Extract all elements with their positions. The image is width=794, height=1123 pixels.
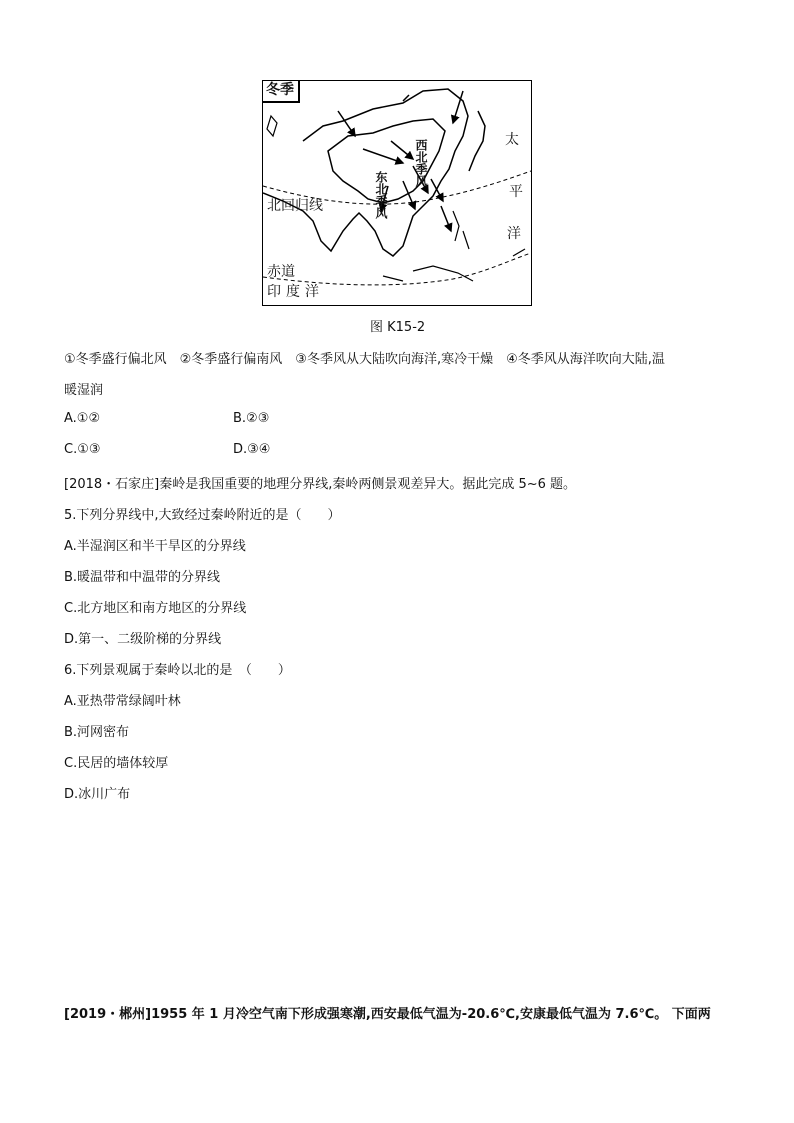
northeast-monsoon-label: 东北季风 (374, 171, 388, 219)
q5-option-d[interactable]: D.第一、二级阶梯的分界线 (64, 632, 222, 647)
coastline (263, 89, 468, 256)
q5-option-c[interactable]: C.北方地区和南方地区的分界线 (64, 601, 247, 616)
pacific-label-3: 洋 (507, 226, 521, 242)
q4-statements-line2: 暖湿润 (64, 383, 104, 398)
q5-option-a[interactable]: A.半湿润区和半干旱区的分界线 (64, 539, 246, 554)
pacific-label-2: 平 (509, 184, 523, 200)
pacific-label-1: 太 (505, 132, 519, 148)
intro-5-6: [2018・石家庄]秦岭是我国重要的地理分界线,秦岭两侧景观差异大。据此完成 5~6 题。 (64, 477, 577, 492)
bottom-intro: [2019・郴州]1955 年 1 月冷空气南下形成强寒潮,西安最低气温为-20.6℃,安康最低气温为 7.6℃。 下面两 (64, 1007, 711, 1022)
indian-ocean-label: 印度洋 (267, 284, 324, 300)
new-guinea (513, 249, 525, 256)
q6-option-c[interactable]: C.民居的墙体较厚 (64, 756, 169, 771)
q6-option-b[interactable]: B.河网密布 (64, 725, 130, 740)
q4-option-a[interactable]: A.①② (64, 411, 101, 426)
figure-caption: 图 K15-2 (370, 320, 426, 335)
q6-stem: 6.下列景观属于秦岭以北的是 （ ） (64, 663, 291, 678)
island-west (267, 116, 277, 136)
indonesia (383, 266, 473, 281)
q5-option-b[interactable]: B.暖温带和中温带的分界线 (64, 570, 221, 585)
equator-line (263, 253, 531, 285)
wind-arrows (338, 91, 463, 231)
q6-option-d[interactable]: D.冰川广布 (64, 787, 131, 802)
japan-islands (469, 111, 485, 171)
winter-monsoon-map (262, 80, 532, 306)
q4-option-b[interactable]: B.②③ (233, 411, 270, 426)
equator-label: 赤道 (267, 264, 295, 280)
map-drawing (263, 81, 531, 305)
q4-option-d[interactable]: D.③④ (233, 442, 271, 457)
q4-option-c[interactable]: C.①③ (64, 442, 101, 457)
q6-option-a[interactable]: A.亚热带常绿阔叶林 (64, 694, 181, 709)
q5-stem: 5.下列分界线中,大致经过秦岭附近的是（ ） (64, 508, 341, 523)
philippines (453, 211, 469, 249)
season-label: 冬季 (263, 81, 300, 103)
northwest-monsoon-label: 西北季风 (414, 139, 428, 187)
tropic-label: 北回归线 (267, 198, 323, 214)
q4-statements-line1: ①冬季盛行偏北风 ②冬季盛行偏南风 ③冬季风从大陆吹向海洋,寒冷干燥 ④冬季风从海洋吹向大陆,温 (64, 352, 665, 367)
